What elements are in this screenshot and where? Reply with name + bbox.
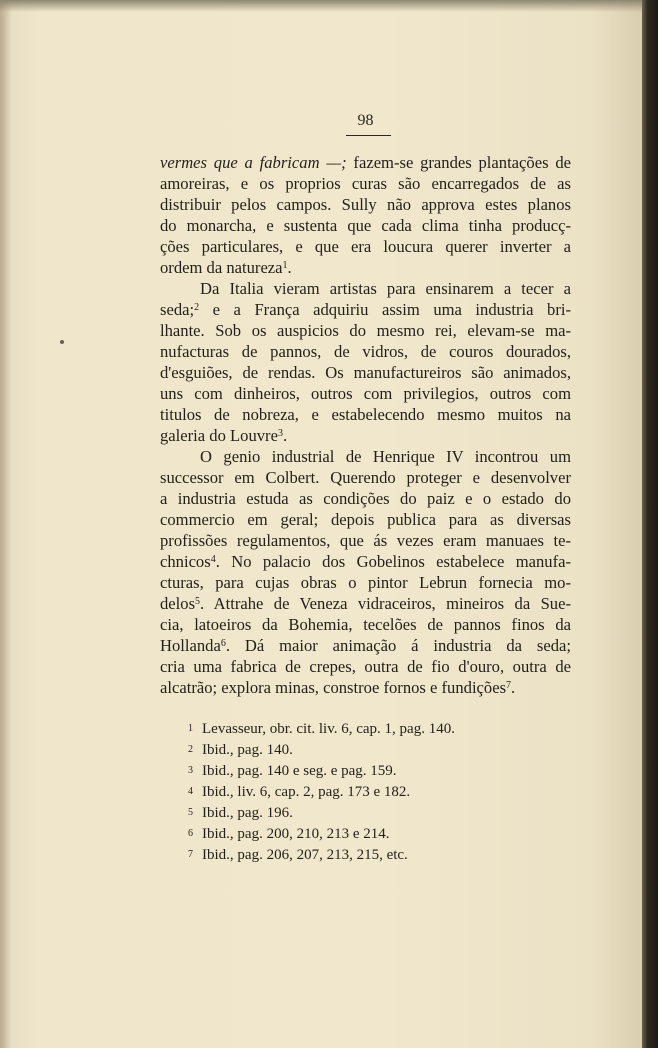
footnote-text: Ibid., pag. 140.: [202, 742, 293, 758]
paper-speck: [60, 340, 64, 344]
text-line: [160, 656, 571, 677]
line-text: titulos de nobreza, e estabelecendo mesmo muitos na: [160, 405, 571, 424]
text-line: [160, 425, 571, 446]
line-text-rest: e a França adquiriu assim uma industria bri-: [199, 300, 571, 319]
text-line: [160, 635, 571, 656]
footnote: [188, 760, 528, 781]
line-text-rest: .: [287, 258, 292, 277]
line-text-rest: . No palacio dos Gobelinos estabelece manufa-: [215, 552, 571, 571]
body-text: [160, 152, 571, 698]
footnote-text: Ibid., pag. 140 e seg. e pag. 159.: [202, 763, 397, 779]
page-number: 98: [357, 112, 374, 129]
text-line: [160, 299, 571, 320]
text-line: [160, 152, 571, 173]
line-text: Hollanda: [160, 636, 221, 655]
text-line: [160, 341, 571, 362]
text-line: [160, 551, 571, 572]
footnote-ref: 4: [210, 554, 216, 565]
line-text: profissões regulamentos, que ás vezes eram manuaes te-: [160, 531, 571, 550]
text-line: [160, 593, 571, 614]
line-text: a industria estuda as condições do paiz e o estado do: [160, 489, 571, 508]
line-text-rest: . Attrahe de Veneza vidraceiros, mineiros da Sue-: [200, 594, 571, 613]
page-gutter-shadow: [0, 0, 12, 1048]
italic-phrase: vermes que a fabricam —;: [160, 153, 347, 172]
line-text: fazem-se grandes plantações de: [346, 153, 571, 172]
text-line: [160, 194, 571, 215]
text-line: [160, 677, 571, 698]
footnote-ref: 5: [195, 596, 201, 607]
line-text: lhante. Sob os auspicios do mesmo rei, elevam-se ma-: [160, 321, 571, 340]
text-line: [160, 404, 571, 425]
text-line: [160, 446, 571, 467]
line-text: do monarcha, e sustenta que cada clima tinha producç-: [160, 216, 571, 235]
footnote-number: 2: [188, 744, 193, 755]
text-line: [160, 362, 571, 383]
footnote-text: Ibid., pag. 200, 210, 213 e 214.: [202, 826, 390, 842]
page-top-shadow: [0, 0, 642, 12]
line-text-rest: .: [511, 678, 516, 697]
text-line: [160, 572, 571, 593]
line-text: alcatrão; explora minas, constroe fornos e fundições: [160, 678, 507, 697]
text-line: [160, 467, 571, 488]
footnote-text: Ibid., liv. 6, cap. 2, pag. 173 e 182.: [202, 784, 411, 800]
line-text: cia, latoeiros da Bohemia, tecelões de pannos finos da: [160, 615, 571, 634]
line-text: O genio industrial de Henrique IV incontrou um: [200, 447, 571, 466]
footnote-number: 6: [188, 828, 193, 839]
line-text-rest: . Dá maior animação á industria da seda;: [225, 636, 571, 655]
footnote-ref: 7: [506, 680, 512, 691]
line-text: amoreiras, e os proprios curas são encarregados de as: [160, 174, 571, 193]
line-text: delos: [160, 594, 196, 613]
line-text: commercio em geral; depois publica para as diversas: [160, 510, 571, 529]
footnotes: [188, 718, 528, 865]
footnote-text: Levasseur, obr. cit. liv. 6, cap. 1, pag. 140.: [202, 721, 455, 737]
footnote-number: 5: [188, 807, 193, 818]
line-text: ções particulares, e que era loucura querer inverter a: [160, 237, 571, 256]
footnote: [188, 823, 528, 844]
footnote-ref: 2: [194, 302, 200, 313]
line-text: galeria do Louvre: [160, 426, 278, 445]
line-text: cturas, para cujas obras o pintor Lebrun fornecia mo-: [160, 573, 571, 592]
text-line: [160, 173, 571, 194]
line-text: d'esguiões, de rendas. Os manufactureiros são animados,: [160, 363, 571, 382]
text-line: [160, 215, 571, 236]
text-line: [160, 236, 571, 257]
footnote: [188, 802, 528, 823]
text-line: [160, 530, 571, 551]
line-text: successor em Colbert. Querendo proteger e desenvolver: [160, 468, 571, 487]
footnote: [188, 739, 528, 760]
text-line: [160, 509, 571, 530]
text-line: [160, 614, 571, 635]
line-text: cria uma fabrica de crepes, outra de fio d'ouro, outra de: [160, 657, 571, 676]
footnote-number: 3: [188, 765, 193, 776]
line-text: uns com dinheiros, outros com privilegios, outros com: [160, 384, 571, 403]
line-text: ordem da natureza: [160, 258, 283, 277]
line-text: nufacturas de pannos, de vidros, de couros dourados,: [160, 342, 571, 361]
text-line: [160, 488, 571, 509]
text-line: [160, 257, 571, 278]
footnote-number: 4: [188, 786, 193, 797]
line-text: seda;: [160, 300, 195, 319]
line-text: distribuir pelos campos. Sully não approva estes planos: [160, 195, 571, 214]
footnote-text: Ibid., pag. 196.: [202, 805, 293, 821]
footnote-text: Ibid., pag. 206, 207, 213, 215, etc.: [202, 847, 408, 863]
footnote: [188, 844, 528, 865]
header-rule: [346, 135, 391, 136]
footnote-ref: 3: [277, 428, 283, 439]
text-line: [160, 320, 571, 341]
line-text: Da Italia vieram artistas para ensinarem a tecer a: [200, 279, 571, 298]
footnote-ref: 1: [282, 260, 288, 271]
text-line: [160, 278, 571, 299]
line-text-rest: .: [282, 426, 288, 445]
footnote: [188, 781, 528, 802]
line-text: chnicos: [160, 552, 211, 571]
book-edge: [642, 0, 658, 1048]
footnote: [188, 718, 528, 739]
text-line: [160, 383, 571, 404]
footnote-number: 7: [188, 849, 193, 860]
footnote-ref: 6: [220, 638, 226, 649]
footnote-number: 1: [188, 723, 193, 734]
